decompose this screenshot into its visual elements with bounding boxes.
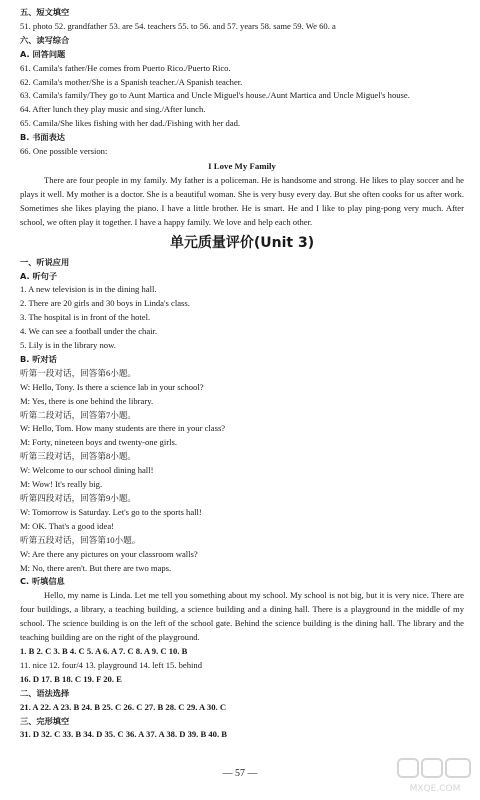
watermark-text: MXQE.COM — [409, 784, 461, 794]
sentence-2: 2. There are 20 girls and 30 boys in Linda's class. — [20, 298, 190, 309]
dialog-line: M: No, there aren't. But there are two maps. — [20, 562, 172, 573]
essay-title: I Love My Family — [208, 160, 276, 171]
answer-61: 61. Camila's father/He comes from Puerto Rico./Puerto Rico. — [20, 62, 231, 73]
answer-66-label: 66. One possible version: — [20, 146, 108, 157]
section-6-title: 六、读写综合 — [20, 34, 70, 45]
section-1-title: 一、听说应用 — [20, 256, 70, 267]
dialog-line: W: Hello, Tony. Is there a science lab in your school? — [20, 381, 204, 392]
section-5-title: 五、短文填空 — [20, 7, 70, 17]
dialog-line: 听第五段对话，回答第10小题。 — [20, 534, 141, 545]
dialog-line: W: Hello, Tom. How many students are there in your class? — [20, 423, 226, 434]
section-1-part-a: A. 听句子 — [20, 270, 58, 281]
dialog-line: 听第四段对话，回答第9小题。 — [20, 493, 137, 503]
answers-row-2: 11. nice 12. four/4 13. playground 14. left 15. behind — [20, 659, 203, 670]
sentence-1: 1. A new television is in the dining hall. — [20, 284, 157, 295]
dialog-line: W: Tomorrow is Saturday. Let's go to the sports hall! — [20, 506, 202, 517]
section-3-answers: 31. D 32. C 33. B 34. D 35. C 36. A 37. A 38. D 39. B 40. B — [20, 729, 227, 740]
page-number: — 57 — — [222, 768, 258, 779]
answers-row-3: 16. D 17. B 18. C 19. F 20. E — [20, 673, 122, 684]
dialog-line: M: Yes, there is one behind the library. — [20, 395, 154, 406]
section-6-part-b: B. 书面表达 — [20, 132, 65, 143]
dialog-line: 听第三段对话，回答第8小题。 — [20, 451, 137, 462]
section-1-part-b: B. 听对话 — [20, 353, 57, 364]
answer-63: 63. Camila's family/They go to Aunt Martica and Uncle Miguel's house./Aunt Martica and Uncle Miguel's house. — [20, 90, 410, 101]
section-3-title: 三、完形填空 — [20, 715, 70, 726]
dialog-line: M: OK. That's a good idea! — [20, 520, 114, 531]
sentence-4: 4. We can see a football under the chair. — [20, 326, 158, 337]
section-2-title: 二、语法选择 — [20, 687, 70, 698]
dialog-line: W: Welcome to our school dining hall! — [20, 465, 154, 476]
dialog-line: 听第二段对话，回答第7小题。 — [20, 409, 137, 420]
essay-body: There are four people in my family. My father is a policeman. He is handsome and strong. He likes to play soccer and he plays it well. My mother is a doctor. She is a beautiful woman. She is very busy every day. But she often cooks for us after work. Sometimes she likes playing the piano. I have a little brother. He is smart. He and I like to play ping-pong very much. After school, we often play it together. I have a happy family. We love and help each other. — [20, 174, 464, 227]
section-1-part-c: C. 听填信息 — [20, 576, 65, 587]
answer-62: 62. Camila's mother/She is a Spanish teacher./A Spanish teacher. — [20, 76, 243, 87]
answer-page — [20, 6, 464, 742]
answers-row-1: 1. B 2. C 3. B 4. C 5. A 6. A 7. C 8. A 9. C 10. B — [20, 645, 188, 656]
section-2-answers: 21. A 22. A 23. B 24. B 25. C 26. C 27. B 28. C 29. A 30. C — [20, 701, 227, 712]
watermark-logo — [396, 756, 474, 796]
dialog-line: W: Are there any pictures on your classroom walls? — [20, 548, 198, 559]
answer-65: 65. Camila/She likes fishing with her dad./Fishing with her dad. — [20, 118, 241, 129]
section-5-answers: 51. photo 52. grandfather 53. are 54. teachers 55. to 56. and 57. years 58. same 59. We 60. a — [20, 20, 336, 31]
answer-64: 64. After lunch they play music and sing./After lunch. — [20, 104, 206, 115]
unit-title: 单元质量评价(Unit 3) — [169, 234, 315, 251]
section-6-part-a: A. 回答问题 — [20, 48, 66, 59]
listening-passage: Hello, my name is Linda. Let me tell you something about my school. My school is not big, but it is very nice. There are four buildings, a library, a teaching building, a science building and a dining hall. There is a playground in the middle of my school. The science building is on the left of the school gate. Behind the science building is the dining hall. The library and the teaching building are on the right of the playground. — [20, 590, 464, 643]
sentence-3: 3. The hospital is in front of the hotel. — [20, 312, 151, 323]
dialog-line: M: Forty, nineteen boys and twenty-one girls. — [20, 437, 177, 448]
dialog-line: 听第一段对话，回答第6小题。 — [20, 367, 137, 378]
dialog-line: M: Wow! It's really big. — [20, 479, 103, 490]
sentence-5: 5. Lily is in the library now. — [20, 340, 116, 351]
